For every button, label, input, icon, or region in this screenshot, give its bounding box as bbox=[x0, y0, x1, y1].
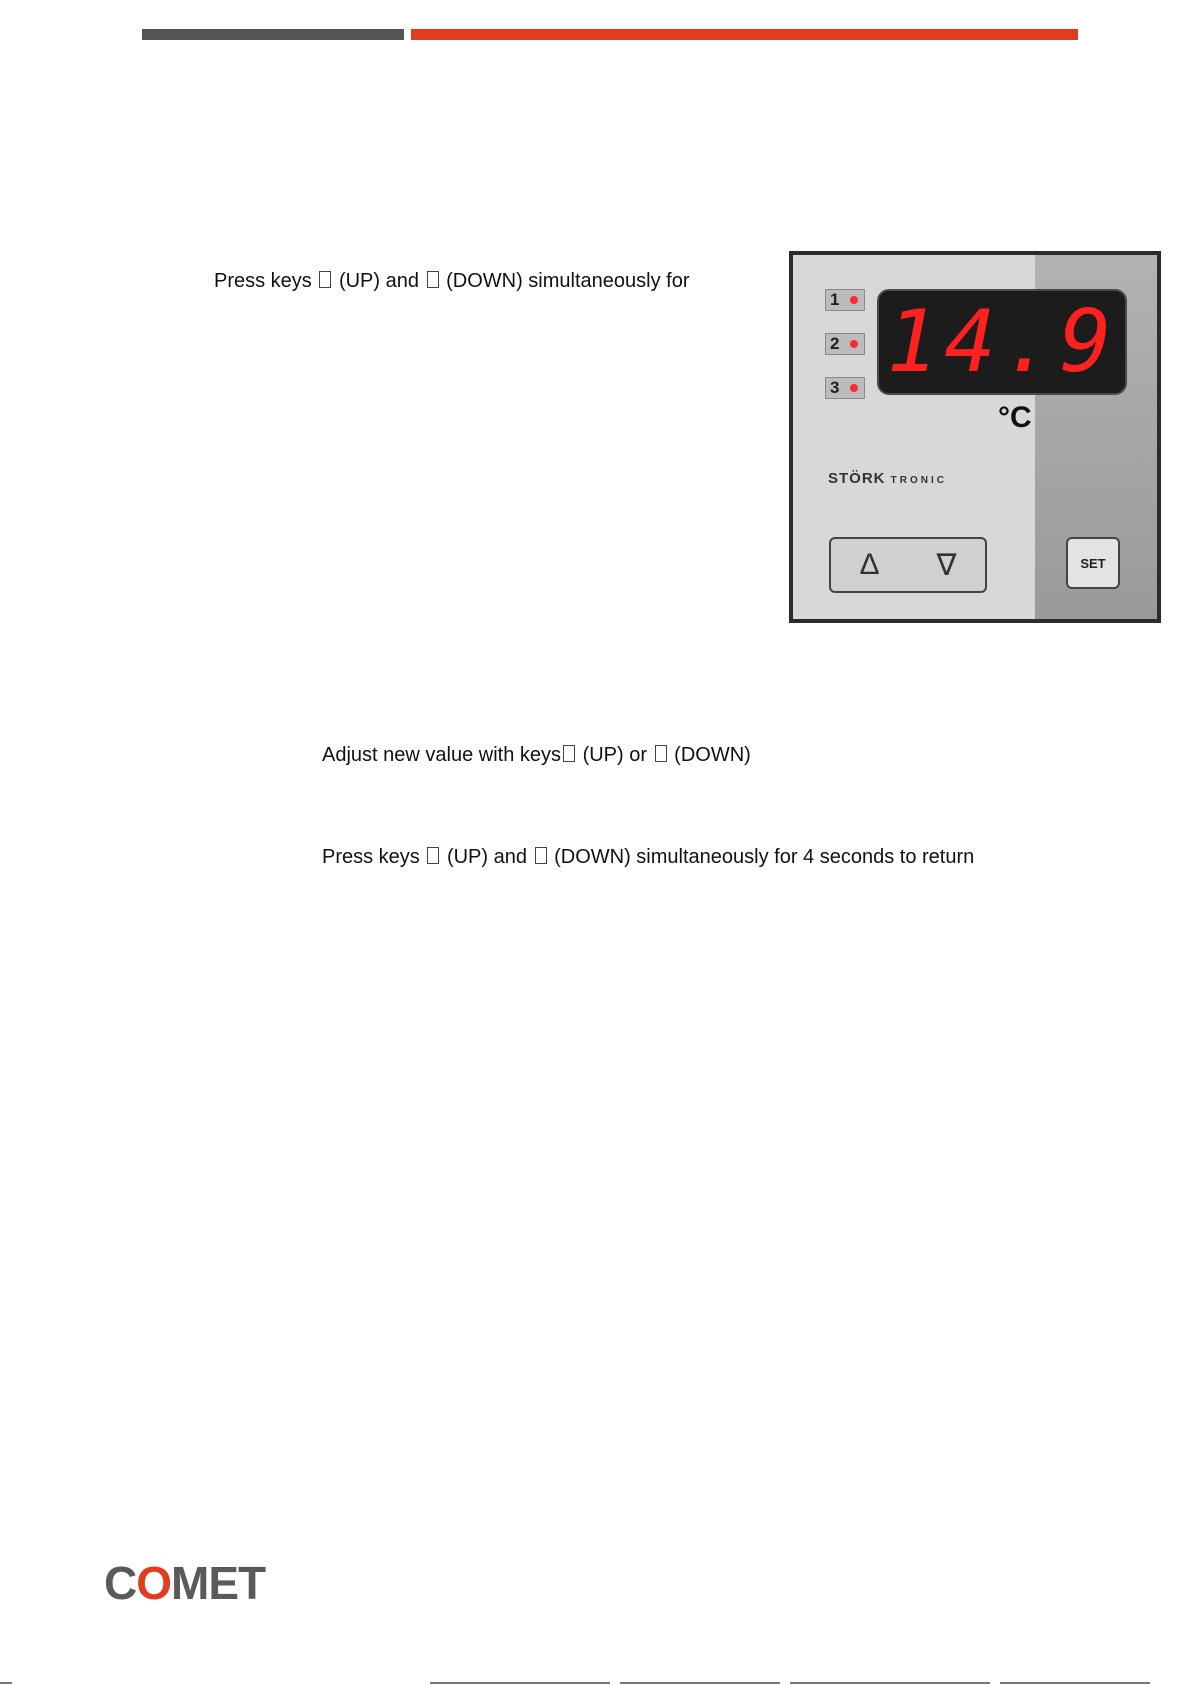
instruction-text: Press keys bbox=[214, 270, 312, 292]
logo-text-accent: O bbox=[136, 1557, 172, 1609]
comet-logo bbox=[104, 1556, 265, 1610]
instruction-text: (DOWN) simultaneously for bbox=[446, 270, 690, 292]
display-value: 14.9 bbox=[886, 292, 1118, 392]
up-arrow-icon[interactable]: Δ bbox=[859, 548, 880, 581]
controller-photo bbox=[789, 251, 1161, 623]
brand-logo bbox=[828, 470, 947, 487]
led-label: 2 bbox=[830, 334, 840, 353]
temperature-unit: °C bbox=[998, 401, 1032, 434]
header-bar-red bbox=[411, 29, 1078, 40]
down-key-icon bbox=[427, 271, 439, 288]
led-label: 1 bbox=[830, 290, 840, 309]
instruction-line-2 bbox=[322, 744, 751, 767]
led-dot-icon bbox=[850, 296, 858, 304]
up-key-icon bbox=[319, 271, 331, 288]
led-indicator-1 bbox=[825, 289, 865, 311]
brand-sub: TRONIC bbox=[890, 475, 948, 486]
header-bar-gray bbox=[142, 29, 404, 40]
down-key-icon bbox=[655, 745, 667, 762]
led-label: 3 bbox=[830, 378, 840, 397]
logo-text: MET bbox=[171, 1557, 266, 1609]
brand-main: STÖRK bbox=[828, 470, 886, 487]
footer-rule bbox=[430, 1682, 610, 1684]
led-dot-icon bbox=[850, 384, 858, 392]
footer-rule bbox=[1000, 1682, 1150, 1684]
instruction-line-1 bbox=[214, 270, 689, 293]
led-indicator-2 bbox=[825, 333, 865, 355]
down-arrow-icon[interactable]: ∇ bbox=[936, 548, 957, 582]
up-key-icon bbox=[427, 847, 439, 864]
instruction-text: (DOWN) bbox=[674, 744, 751, 766]
instruction-text: Press keys bbox=[322, 846, 420, 868]
down-key-icon bbox=[535, 847, 547, 864]
instruction-line-3 bbox=[322, 846, 974, 869]
instruction-text: (UP) and bbox=[446, 846, 527, 868]
instruction-text: Adjust new value with keys bbox=[322, 744, 562, 766]
footer-rule bbox=[0, 1682, 12, 1684]
logo-text: C bbox=[104, 1557, 137, 1609]
footer-rule bbox=[790, 1682, 990, 1684]
instruction-text: (UP) and bbox=[338, 270, 419, 292]
up-key-icon bbox=[563, 745, 575, 762]
set-button[interactable]: SET bbox=[1066, 537, 1120, 589]
instruction-text: (DOWN) simultaneously for 4 seconds to return bbox=[554, 846, 975, 868]
footer-rule bbox=[620, 1682, 780, 1684]
arrow-keys[interactable] bbox=[829, 537, 987, 593]
led-display bbox=[877, 289, 1127, 395]
instruction-text: (UP) or bbox=[582, 744, 648, 766]
led-indicator-3 bbox=[825, 377, 865, 399]
led-dot-icon bbox=[850, 340, 858, 348]
